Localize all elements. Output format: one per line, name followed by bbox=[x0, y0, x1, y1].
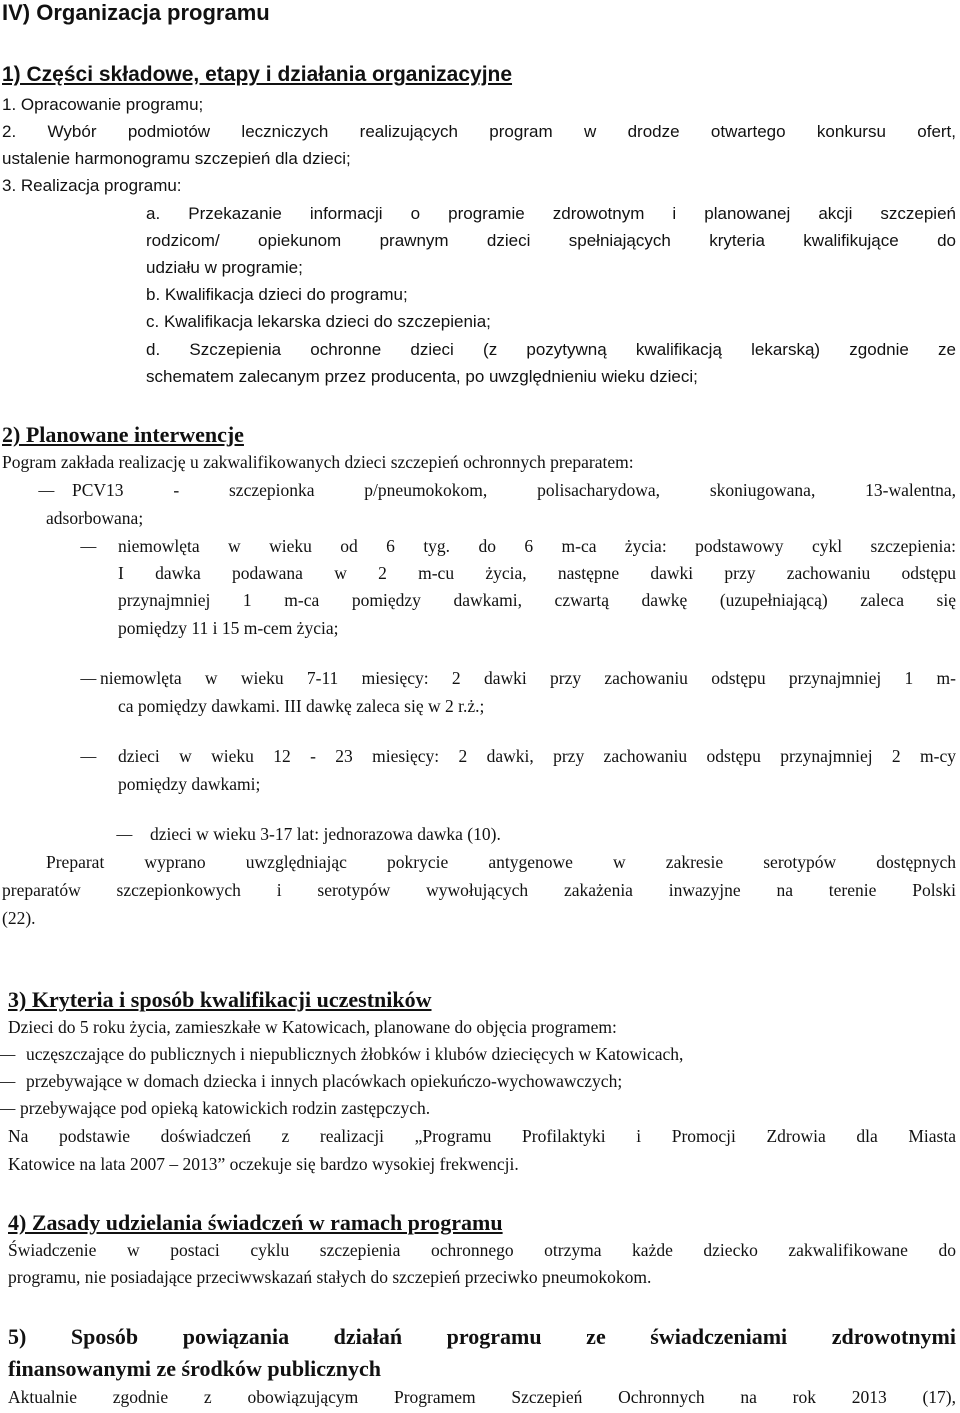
sub-item-b: b. Kwalifikacja dzieci do programu; bbox=[146, 285, 408, 304]
list-item-2-line-2: ustalenie harmonogramu szczepień dla dzieci; bbox=[2, 149, 351, 168]
section-heading-organizacja: IV) Organizacja programu bbox=[2, 0, 270, 25]
section-3-paragraph-line-1: Na podstawie doświadczeń z realizacji „Programu Profilaktyki i Promocji Zdrowia dla Miasta bbox=[8, 1126, 956, 1146]
list-item-1: 1. Opracowanie programu; bbox=[2, 95, 204, 114]
section-4-title: 4) Zasady udzielania świadczeń w ramach programu bbox=[8, 1210, 503, 1235]
pcv13-line-2: adsorbowana; bbox=[46, 508, 144, 528]
list-dash: – bbox=[80, 746, 97, 766]
sub-item-c: c. Kwalifikacja lekarska dzieci do szczepienia; bbox=[146, 312, 491, 331]
eligible-group-foster-families: przebywające pod opieką katowickich rodzin zastępczych. bbox=[20, 1098, 431, 1118]
section-2-title: 2) Planowane interwencje bbox=[2, 422, 244, 447]
list-dash: – bbox=[80, 668, 97, 688]
infants-7-11-line-2: ca pomiędzy dawkami. III dawkę zaleca się w 2 r.ż.; bbox=[118, 696, 485, 716]
list-dash: – bbox=[38, 480, 55, 500]
sub-item-d-line-2: schematem zalecanym przez producenta, po uwzględnieniu wieku dzieci; bbox=[146, 367, 698, 386]
list-dash: – bbox=[0, 1071, 16, 1091]
section-5-title-line-1: 5) Sposób powiązania działań programu ze świadczeniami zdrowotnymi bbox=[8, 1324, 956, 1349]
children-3-17: dzieci w wieku 3-17 lat: jednorazowa dawka (10). bbox=[150, 824, 501, 844]
eligible-group-nurseries: uczęszczające do publicznych i niepublicznych żłobków i klubów dziecięcych w Katowicach, bbox=[26, 1044, 684, 1064]
section-3-paragraph-line-2: Katowice na lata 2007 – 2013” oczekuje się bardzo wysokiej frekwencji. bbox=[8, 1154, 519, 1174]
preparation-line-3: (22). bbox=[2, 908, 36, 928]
section-4-line-2: programu, nie posiadające przeciwwskazań stałych do szczepień przeciwko pneumokokom. bbox=[8, 1267, 652, 1287]
section-3-title: 3) Kryteria i sposób kwalifikacji uczestników bbox=[8, 987, 432, 1012]
preparation-line-1: Preparat wyprano uwzględniając pokrycie antygenowe w zakresie serotypów dostępnych bbox=[46, 852, 956, 872]
section-1-title: 1) Części składowe, etapy i działania organizacyjne bbox=[2, 63, 513, 86]
list-dash: – bbox=[116, 824, 133, 844]
section-5-title-line-2: finansowanymi ze środków publicznych bbox=[8, 1356, 382, 1381]
section-2-intro: Pogram zakłada realizację u zakwalifikowanych dzieci szczepień ochronnych preparatem: bbox=[2, 452, 634, 472]
list-dash: – bbox=[0, 1044, 16, 1064]
sub-item-a-line-1: a. Przekazanie informacji o programie zdrowotnym i planowanej akcji szczepień bbox=[146, 204, 956, 223]
eligible-group-care-homes: przebywające w domach dziecka i innych placówkach opiekuńczo-wychowawczych; bbox=[26, 1071, 623, 1091]
infants-6wk-line-1: niemowlęta w wieku od 6 tyg. do 6 m-ca życia: podstawowy cykl szczepienia: bbox=[118, 536, 956, 556]
infants-6wk-line-3: przynajmniej 1 m-ca pomiędzy dawkami, czwartą dawkę (uzupełniającą) zaleca się bbox=[118, 590, 956, 610]
list-dash: – bbox=[0, 1098, 16, 1118]
list-item-3: 3. Realizacja programu: bbox=[2, 176, 182, 195]
children-12-23-line-2: pomiędzy dawkami; bbox=[118, 774, 261, 794]
section-4-line-1: Świadczenie w postaci cyklu szczepienia ochronnego otrzyma każde dziecko zakwalifikowane do bbox=[8, 1240, 956, 1260]
list-dash: – bbox=[80, 536, 97, 556]
section-3-intro: Dzieci do 5 roku życia, zamieszkałe w Katowicach, planowane do objęcia programem: bbox=[8, 1017, 617, 1037]
section-5-line-1: Aktualnie zgodnie z obowiązującym Programem Szczepień Ochronnych na rok 2013 (17), bbox=[8, 1387, 956, 1407]
infants-7-11-line-1: niemowlęta w wieku 7-11 miesięcy: 2 dawki przy zachowaniu odstępu przynajmniej 1 m- bbox=[100, 668, 956, 688]
sub-item-a-line-3: udziału w programie; bbox=[146, 258, 303, 277]
sub-item-a-line-2: rodzicom/ opiekunom prawnym dzieci spełniających kryteria kwalifikujące do bbox=[146, 231, 956, 250]
preparation-line-2: preparatów szczepionkowych i serotypów wywołujących zakażenia inwazyjne na terenie Polski bbox=[2, 880, 956, 900]
pcv13-line-1: PCV13 - szczepionka p/pneumokokom, polisacharydowa, skoniugowana, 13-walentna, bbox=[72, 480, 956, 500]
list-item-2-line-1: 2. Wybór podmiotów leczniczych realizujących program w drodze otwartego konkursu ofert, bbox=[2, 122, 956, 141]
infants-6wk-line-4: pomiędzy 11 i 15 m-cem życia; bbox=[118, 618, 339, 638]
children-12-23-line-1: dzieci w wieku 12 - 23 miesięcy: 2 dawki, przy zachowaniu odstępu przynajmniej 2 m-cy bbox=[118, 746, 956, 766]
sub-item-d-line-1: d. Szczepienia ochronne dzieci (z pozytywną kwalifikacją lekarską) zgodnie ze bbox=[146, 340, 956, 359]
infants-6wk-line-2: I dawka podawana w 2 m-cu życia, następne dawki przy zachowaniu odstępu bbox=[118, 563, 956, 583]
